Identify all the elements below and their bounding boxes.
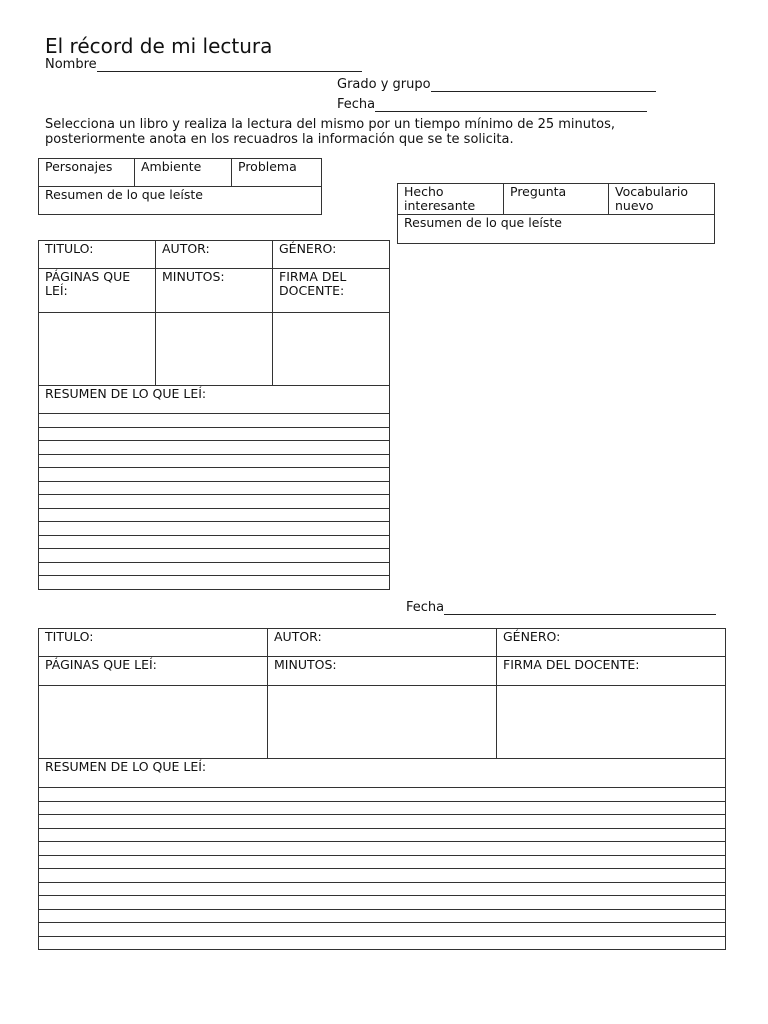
writing-line[interactable] xyxy=(39,576,390,590)
firma-cell[interactable]: FIRMA DEL DOCENTE: xyxy=(273,269,390,313)
writing-line[interactable] xyxy=(39,842,726,856)
writing-line[interactable] xyxy=(39,454,390,468)
fecha-label: Fecha xyxy=(406,600,445,615)
writing-line[interactable] xyxy=(39,562,390,576)
titulo-cell[interactable]: TITULO: xyxy=(39,629,268,657)
minutos-cell[interactable]: MINUTOS: xyxy=(268,657,497,686)
writing-line[interactable] xyxy=(39,882,726,896)
paginas-entry[interactable] xyxy=(39,686,268,759)
grado-field[interactable] xyxy=(337,77,656,92)
autor-cell[interactable]: AUTOR: xyxy=(156,241,273,269)
story-elements-box xyxy=(38,158,322,215)
pregunta-cell[interactable]: Pregunta xyxy=(504,184,609,215)
ambiente-cell[interactable]: Ambiente xyxy=(135,159,232,187)
writing-line[interactable] xyxy=(39,788,726,802)
minutos-entry[interactable] xyxy=(268,686,497,759)
writing-line[interactable] xyxy=(39,535,390,549)
writing-line[interactable] xyxy=(39,828,726,842)
firma-cell[interactable]: FIRMA DEL DOCENTE: xyxy=(497,657,726,686)
fecha-field[interactable] xyxy=(337,97,647,112)
writing-line[interactable] xyxy=(39,522,390,536)
minutos-entry[interactable] xyxy=(156,313,273,386)
resumen-cell[interactable]: RESUMEN DE LO QUE LEÍ: xyxy=(39,386,390,414)
vocabulario-cell[interactable]: Vocabulario nuevo xyxy=(609,184,715,215)
writing-line[interactable] xyxy=(39,855,726,869)
personajes-cell[interactable]: Personajes xyxy=(39,159,135,187)
nombre-label: Nombre xyxy=(45,57,97,72)
nombre-field[interactable] xyxy=(45,57,362,72)
genero-cell[interactable]: GÉNERO: xyxy=(273,241,390,269)
resumen-cell[interactable]: Resumen de lo que leíste xyxy=(398,215,715,244)
resumen-cell[interactable]: RESUMEN DE LO QUE LEÍ: xyxy=(39,759,726,788)
reading-notes-box xyxy=(397,183,715,244)
problema-cell[interactable]: Problema xyxy=(232,159,322,187)
writing-line[interactable] xyxy=(39,508,390,522)
fecha-line[interactable] xyxy=(375,99,647,112)
nombre-line[interactable] xyxy=(97,59,362,72)
writing-line[interactable] xyxy=(39,923,726,937)
firma-entry[interactable] xyxy=(497,686,726,759)
resumen-cell[interactable]: Resumen de lo que leíste xyxy=(39,187,322,215)
writing-line[interactable] xyxy=(39,801,726,815)
writing-line[interactable] xyxy=(39,815,726,829)
writing-line[interactable] xyxy=(39,936,726,950)
paginas-cell[interactable]: PÁGINAS QUE LEÍ: xyxy=(39,269,156,313)
reading-record-form-2 xyxy=(38,628,726,950)
writing-line[interactable] xyxy=(39,468,390,482)
reading-record-form-1 xyxy=(38,240,390,590)
writing-line[interactable] xyxy=(39,427,390,441)
writing-line[interactable] xyxy=(39,441,390,455)
hecho-interesante-cell[interactable]: Hecho interesante xyxy=(398,184,504,215)
fecha-line[interactable] xyxy=(444,602,716,615)
titulo-cell[interactable]: TITULO: xyxy=(39,241,156,269)
page-title: El récord de mi lectura xyxy=(45,34,273,58)
fecha-label: Fecha xyxy=(337,97,376,112)
writing-line[interactable] xyxy=(39,495,390,509)
paginas-entry[interactable] xyxy=(39,313,156,386)
genero-cell[interactable]: GÉNERO: xyxy=(497,629,726,657)
minutos-cell[interactable]: MINUTOS: xyxy=(156,269,273,313)
writing-line[interactable] xyxy=(39,909,726,923)
paginas-cell[interactable]: PÁGINAS QUE LEÍ: xyxy=(39,657,268,686)
writing-line[interactable] xyxy=(39,869,726,883)
writing-line[interactable] xyxy=(39,414,390,428)
grado-label: Grado y grupo xyxy=(337,77,431,92)
fecha-field-2[interactable] xyxy=(406,600,716,615)
writing-line[interactable] xyxy=(39,549,390,563)
grado-line[interactable] xyxy=(431,79,656,92)
writing-line[interactable] xyxy=(39,896,726,910)
instructions-text: Selecciona un libro y realiza la lectura del mismo por un tiempo mínimo de 25 minutos, posteriormente anota en los recuadros la información que se te solicita. xyxy=(45,117,615,147)
writing-line[interactable] xyxy=(39,481,390,495)
firma-entry[interactable] xyxy=(273,313,390,386)
autor-cell[interactable]: AUTOR: xyxy=(268,629,497,657)
